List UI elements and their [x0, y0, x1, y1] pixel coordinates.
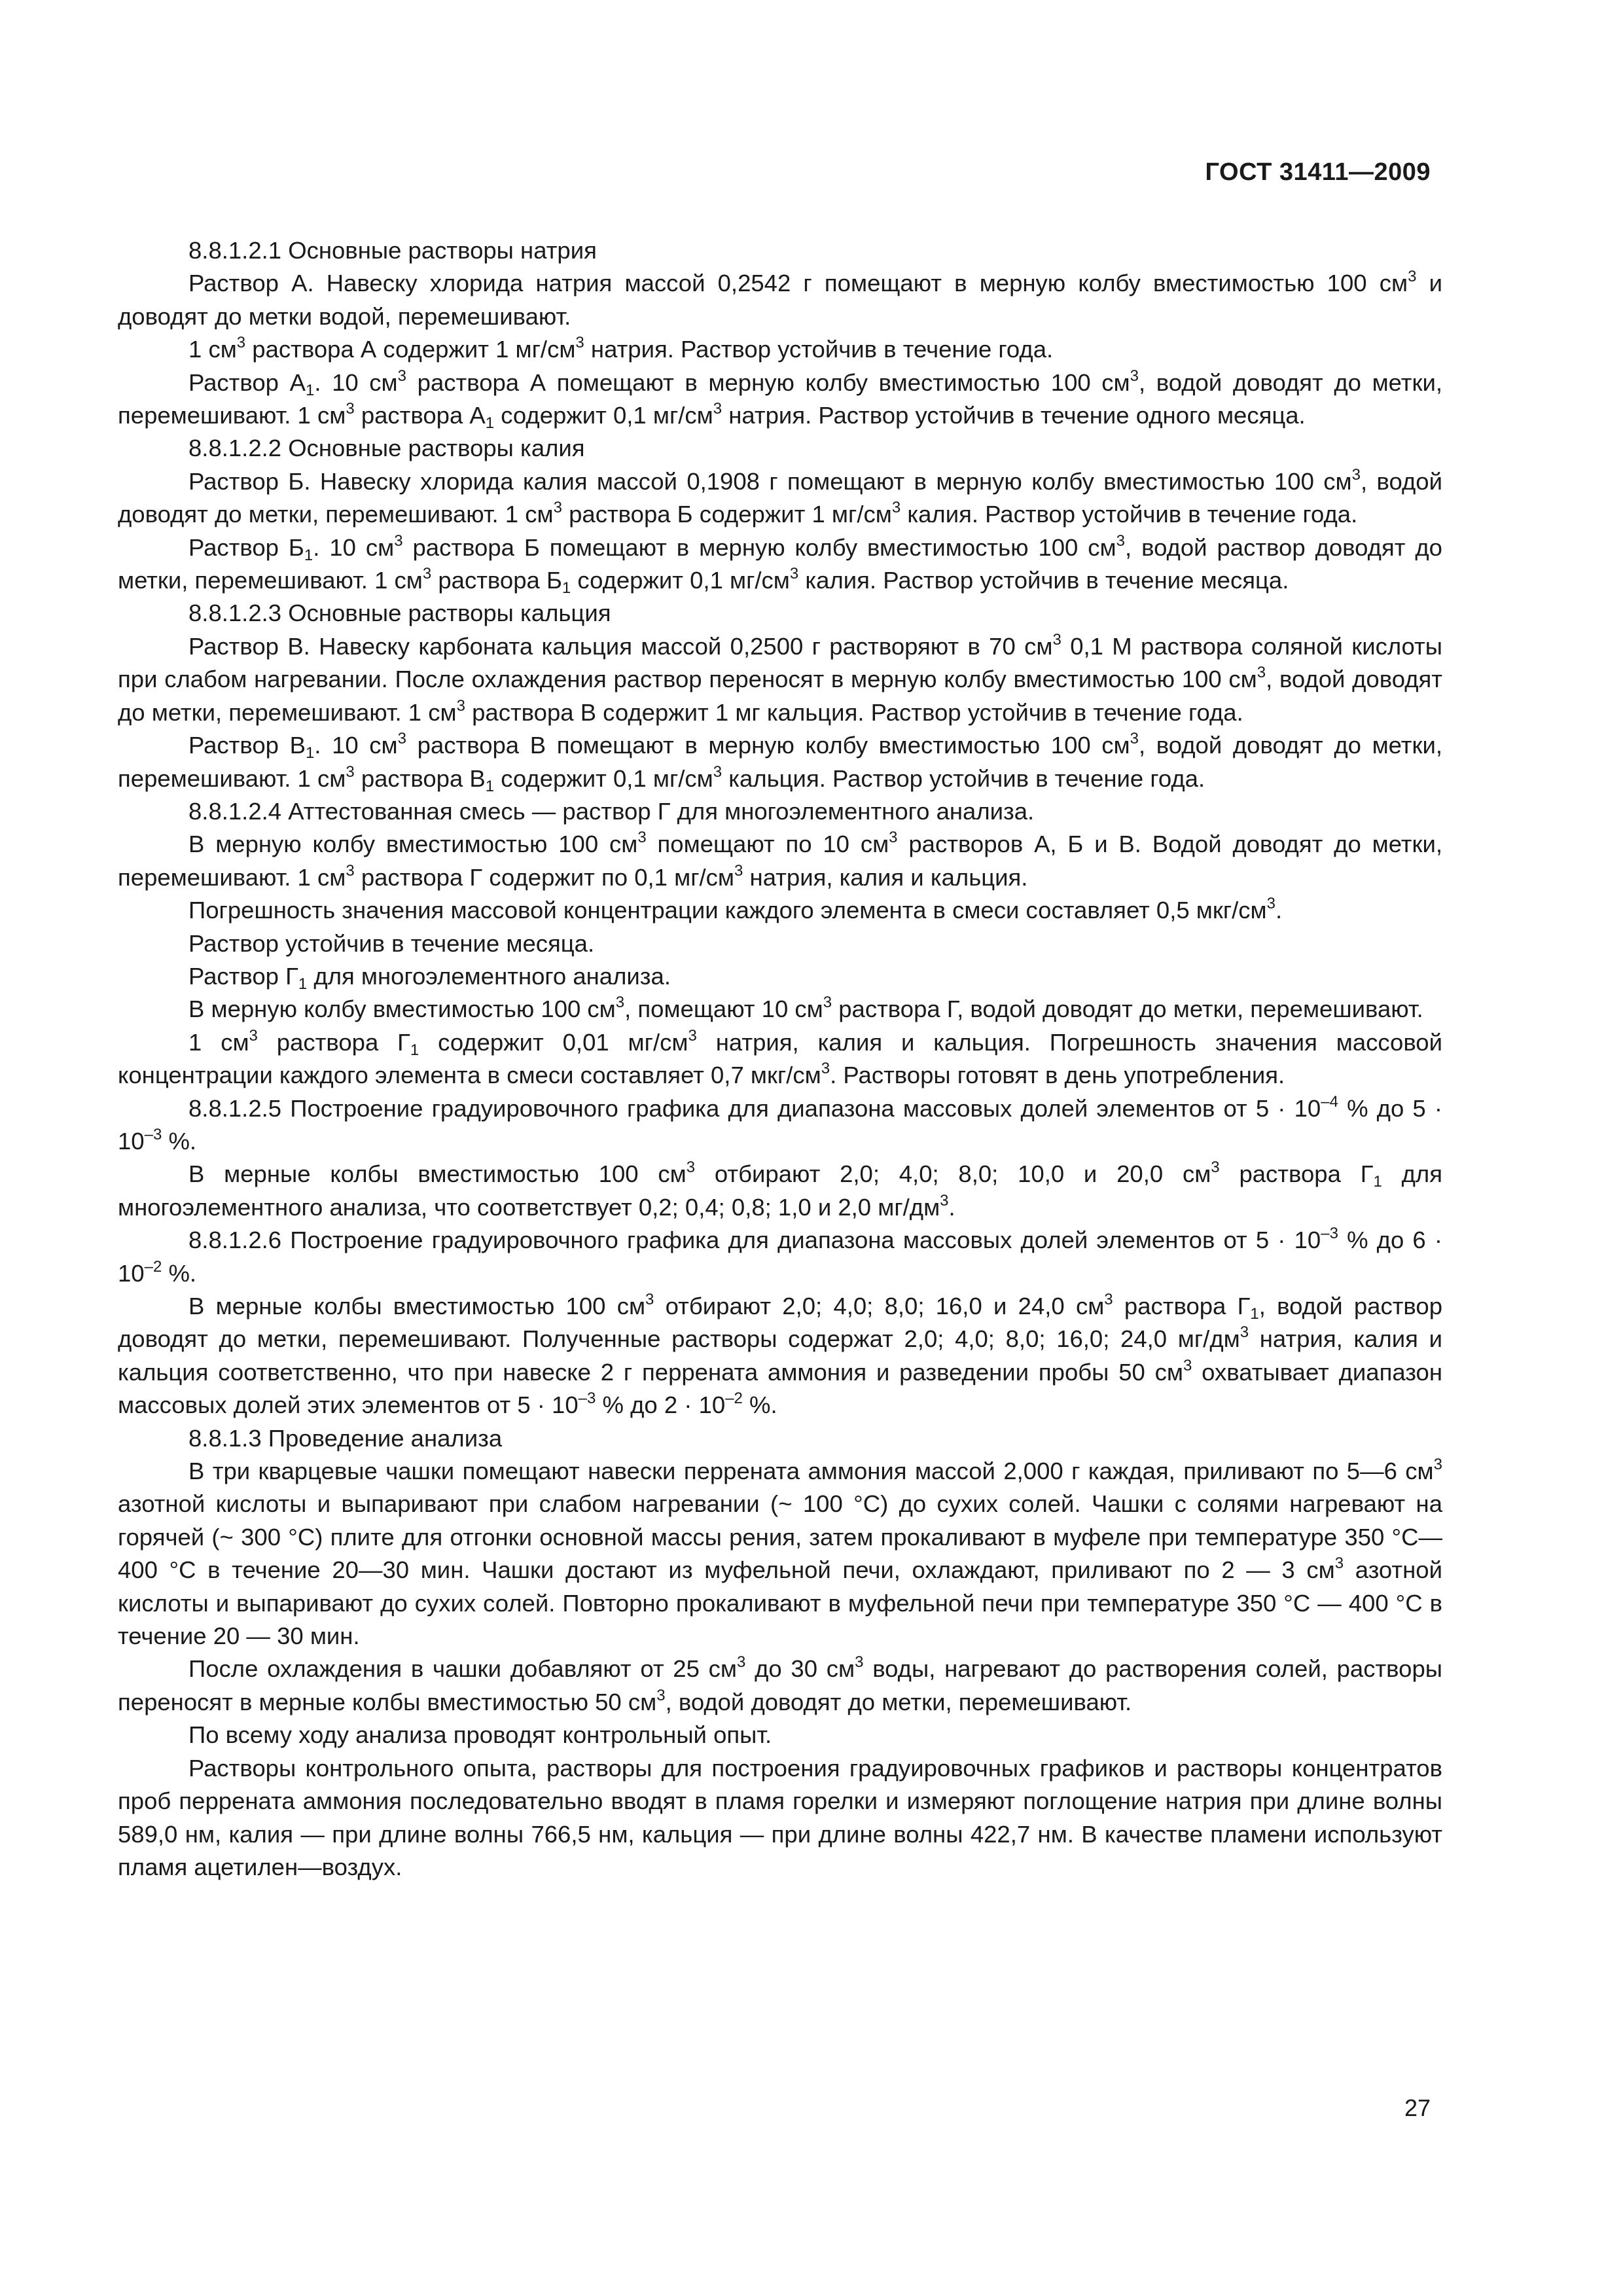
paragraph: После охлаждения в чашки добавляют от 25 $см^3$ до 30 $см^3$ воды, нагревают до растворения солей, растворы переносят в мерные колбы вместимостью 50 $см^3$, водой доводят до метки, перемешивают.: [118, 1653, 1442, 1715]
paragraph: Раствор $А_1$. 10 $см^3$ раствора А помещают в мерную колбу вместимостью 100 $см^3$, водой доводят до метки, перемешивают. 1 $см^3$ раствора $А_1$ содержит 0,1 $мг/см^3$ натрия. Раствор устойчив в течение одного месяца.: [118, 367, 1442, 433]
paragraph: 8.8.1.2.1 Основные растворы натрия: [188, 237, 597, 264]
paragraph: В три кварцевые чашки помещают навески перрената аммония массой 2,000 г каждая, приливают по 5—6 $см^3$ азотной кислоты и выпаривают при слабом нагревании (~ 100 °С) до сухих солей. Чашки с солями нагревают на горячей (~ 300 °С) плите для отгонки основной массы рения, затем прокаливают в муфеле при температуре 350 °С—400 °С в течение 20—30 мин. Чашки достают из муфельной печи, охлаждают, приливают по 2 — 3 $см^3$ азотной кислоты и выпаривают до сухих солей. Повторно прокаливают в муфельной печи при температуре 350 °С — 400 °С в течение 20 — 30 мин.: [118, 1456, 1442, 1650]
paragraph: Раствор В. Навеску карбоната кальция массой 0,2500 г растворяют в 70 $см^3$ 0,1 М раствора соляной кислоты при слабом нагревании. После охлаждения раствор переносят в мерную колбу вместимостью 100 $см^3$, водой доводят до метки, перемешивают. 1 $см^3$ раствора В содержит 1 мг кальция. Раствор устойчив в течение года.: [118, 630, 1443, 726]
paragraph: 1 $см^3$ раствора А содержит 1 $мг/см^3$ натрия. Раствор устойчив в течение года.: [188, 334, 1054, 363]
document-header: ГОСТ 31411—2009: [1205, 158, 1431, 186]
paragraph: 1 $см^3$ раствора $Г_1$ содержит 0,01 $мг/см^3$ натрия, калия и кальция. Погрешность значения массовой концентрации каждого элемента в смеси составляет 0,7 мкг/$см^3$. Растворы готовят в день употребления.: [118, 1026, 1442, 1089]
paragraph: Раствор $Г_1$ для многоэлементного анализа.: [188, 962, 671, 993]
paragraph: Растворы контрольного опыта, растворы для построения градуировочных графиков и растворы концентратов проб перрената аммония последовательно вводят в пламя горелки и измеряют поглощение натрия при длине волны 589,0 нм, калия — при длине волны 766,5 нм, кальция — при длине волны 422,7 нм. В качестве пламени используют пламя ацетилен—воздух.: [118, 1754, 1442, 1880]
paragraph: Раствор устойчив в течение месяца.: [188, 929, 595, 957]
document-body: [118, 234, 1442, 1884]
paragraph: 8.8.1.3 Проведение анализа: [188, 1424, 503, 1452]
paragraph: 8.8.1.2.6 Построение градуировочного графика для диапазона массовых долей элементов от $5 \cdot 10^{-3}$ % до $6 \cdot 10^{-2}$ %.: [118, 1225, 1442, 1287]
paragraph: Погрешность значения массовой концентрации каждого элемента в смеси составляет 0,5 мкг/$см^3$.: [188, 895, 1283, 924]
page-number: 27: [1404, 2094, 1431, 2121]
paragraph: В мерную колбу вместимостью 100 $см^3$ помещают по 10 $см^3$ растворов А, Б и В. Водой доводят до метки, перемешивают. 1 $см^3$ раствора Г содержит по 0,1 $мг/см^3$ натрия, калия и кальция.: [118, 829, 1442, 891]
paragraph: В мерные колбы вместимостью 100 $см^3$ отбирают 2,0; 4,0; 8,0; 16,0 и 24,0 $см^3$ раствора $Г_1$, водой раствор доводят до метки, перемешивают. Полученные растворы содержат 2,0; 4,0; 8,0; 16,0; 24,0 $мг/дм^3$ натрия, калия и кальция соответственно, что при навеске 2 г перрената аммония и разведении пробы 50 $см^3$ охватывает диапазон массовых долей этих элементов от $5 \cdot 10^{-3}$ % до $2 \cdot 10^{-2}$ %.: [118, 1291, 1443, 1419]
paragraph: 8.8.1.2.3 Основные растворы кальция: [188, 600, 611, 627]
paragraph: В мерную колбу вместимостью 100 $см^3$, помещают 10 $см^3$ раствора Г, водой доводят до метки, перемешивают.: [188, 994, 1423, 1023]
paragraph: 8.8.1.2.4 Аттестованная смесь — раствор Г для многоэлементного анализа.: [188, 797, 1035, 825]
paragraph: Раствор А. Навеску хлорида натрия массой 0,2542 г помещают в мерную колбу вместимостью 100 $см^3$ и доводят до метки водой, перемешивают.: [118, 268, 1443, 330]
paragraph: 8.8.1.2.2 Основные растворы калия: [188, 435, 585, 462]
paragraph: Раствор $В_1$. 10 $см^3$ раствора В помещают в мерную колбу вместимостью 100 $см^3$, водой доводят до метки, перемешивают. 1 $см^3$ раствора $В_1$ содержит 0,1 $мг/см^3$ кальция. Раствор устойчив в течение года.: [118, 730, 1442, 795]
paragraph: Раствор $Б_1$. 10 $см^3$ раствора Б помещают в мерную колбу вместимостью 100 $см^3$, водой раствор доводят до метки, перемешивают. 1 $см^3$ раствора $Б_1$ содержит 0,1 $мг/см^3$ калия. Раствор устойчив в течение месяца.: [118, 531, 1442, 598]
paragraph: 8.8.1.2.5 Построение градуировочного графика для диапазона массовых долей элементов от $5 \cdot 10^{-4}$ % до $5 \cdot 10^{-3}$ %.: [118, 1092, 1442, 1155]
paragraph: Раствор Б. Навеску хлорида калия массой 0,1908 г помещают в мерную колбу вместимостью 100 $см^3$, водой доводят до метки, перемешивают. 1 $см^3$ раствора Б содержит 1 $мг/см^3$ калия. Раствор устойчив в течение года.: [118, 465, 1442, 528]
paragraph: В мерные колбы вместимостью 100 $см^3$ отбирают 2,0; 4,0; 8,0; 10,0 и 20,0 $см^3$ раствора $Г_1$ для многоэлементного анализа, что соответствует 0,2; 0,4; 0,8; 1,0 и 2,0 $мг/дм^3$.: [118, 1158, 1442, 1221]
paragraph: По всему ходу анализа проводят контрольный опыт.: [188, 1721, 772, 1749]
